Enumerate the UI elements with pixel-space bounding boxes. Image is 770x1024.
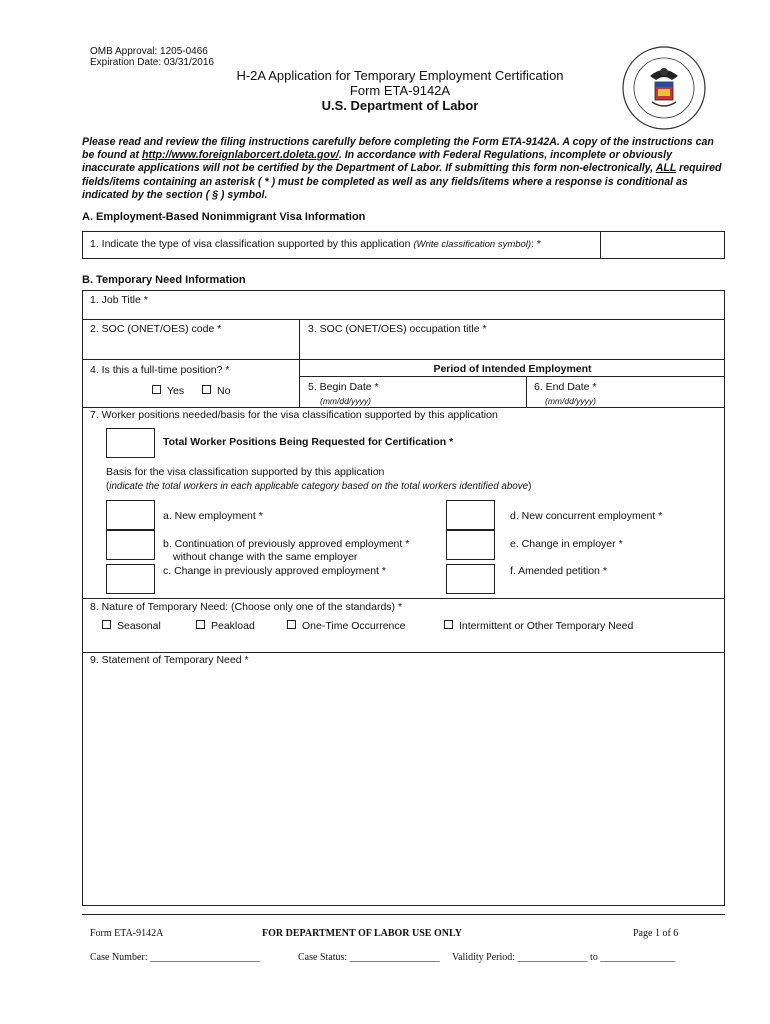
- new-concurrent-field[interactable]: [446, 500, 495, 530]
- soc-title-label: 3. SOC (ONET/OES) occupation title *: [308, 323, 487, 335]
- fulltime-yes-option[interactable]: Yes: [152, 385, 184, 397]
- footer-case-status: Case Status: __________________: [298, 952, 440, 963]
- new-concurrent-label: d. New concurrent employment *: [510, 510, 663, 522]
- soc-code-field[interactable]: [83, 320, 298, 359]
- intermittent-option[interactable]: Intermittent or Other Temporary Need: [444, 620, 633, 632]
- job-title-label: 1. Job Title *: [90, 294, 148, 306]
- footer-form-number: Form ETA-9142A: [90, 928, 164, 939]
- basis-label: Basis for the visa classification supported by this application: [106, 466, 385, 478]
- dol-seal-logo: [622, 46, 706, 130]
- soc-code-label: 2. SOC (ONET/OES) code *: [90, 323, 222, 335]
- continuation-field[interactable]: [106, 530, 155, 560]
- section-a-heading: A. Employment-Based Nonimmigrant Visa Information: [82, 211, 366, 223]
- change-approved-label: c. Change in previously approved employment *: [163, 565, 386, 577]
- end-date-format: (mm/dd/yyyy): [545, 396, 596, 406]
- continuation-label: b. Continuation of previously approved employment *: [163, 538, 410, 550]
- total-workers-field[interactable]: [106, 428, 155, 458]
- nature-label: 8. Nature of Temporary Need: (Choose only one of the standards) *: [90, 601, 403, 613]
- fulltime-no-option[interactable]: No: [202, 385, 230, 397]
- footer-case-number: Case Number: ______________________: [90, 952, 260, 963]
- change-approved-field[interactable]: [106, 564, 155, 594]
- instructions-link[interactable]: http://www.foreignlaborcert.doleta.gov/: [142, 149, 339, 162]
- amended-petition-label: f. Amended petition *: [510, 565, 607, 577]
- begin-date-field[interactable]: [300, 377, 525, 406]
- section-b-heading: B. Temporary Need Information: [82, 274, 246, 286]
- amended-petition-field[interactable]: [446, 564, 495, 594]
- end-date-label: 6. End Date *: [534, 381, 597, 393]
- statement-label: 9. Statement of Temporary Need *: [90, 654, 249, 666]
- continuation-label-cont: without change with the same employer: [173, 551, 358, 563]
- begin-date-label: 5. Begin Date *: [308, 381, 379, 393]
- basis-hint: (indicate the total workers in each applicable category based on the total workers identified above): [106, 481, 532, 492]
- omb-expiration: Expiration Date: 03/31/2016: [90, 57, 214, 68]
- form-number: Form ETA-9142A: [349, 83, 451, 98]
- onetime-option[interactable]: One-Time Occurrence: [287, 620, 405, 632]
- checkbox-icon: [152, 385, 161, 394]
- checkbox-icon: [196, 620, 205, 629]
- total-workers-label: Total Worker Positions Being Requested for Certification *: [163, 436, 454, 448]
- seasonal-option[interactable]: Seasonal: [102, 620, 161, 632]
- omb-approval: OMB Approval: 1205-0466: [90, 46, 208, 57]
- end-date-field[interactable]: [527, 377, 724, 406]
- filing-instructions: Please read and review the filing instructions carefully before completing the Form ETA-9142A. A copy of the instructions can be found at http://www.foreignlaborcert.doleta.gov/. In accordance with Federal Regulations, incomplete or obviously inaccurate applications will not be certified by the Department of Labor. If submitting this form non-electronically, ALL required fields/items containing an asterisk ( * ) must be completed as well as any fields/items where a response is conditional as indicated by the section ( § ) symbol.: [82, 136, 722, 201]
- statement-field[interactable]: [83, 670, 724, 904]
- job-title-field[interactable]: [83, 292, 724, 319]
- soc-title-field[interactable]: [300, 320, 724, 359]
- peakload-option[interactable]: Peakload: [196, 620, 255, 632]
- change-employer-label: e. Change in employer *: [510, 538, 623, 550]
- checkbox-icon: [287, 620, 296, 629]
- visa-classification-label: 1. Indicate the type of visa classification supported by this application (Write classification symbol): *: [90, 238, 541, 250]
- change-employer-field[interactable]: [446, 530, 495, 560]
- period-heading: Period of Intended Employment: [433, 363, 592, 375]
- form-title: H-2A Application for Temporary Employment Certification: [236, 68, 564, 83]
- new-employment-label: a. New employment *: [163, 510, 263, 522]
- checkbox-icon: [202, 385, 211, 394]
- checkbox-icon: [102, 620, 111, 629]
- worker-positions-label: 7. Worker positions needed/basis for the visa classification supported by this application: [90, 409, 498, 421]
- footer-page-number: Page 1 of 6: [633, 928, 679, 939]
- footer-dol-use: FOR DEPARTMENT OF LABOR USE ONLY: [262, 928, 462, 939]
- footer-validity-period: Validity Period: ______________ to _______________: [452, 952, 676, 963]
- begin-date-format: (mm/dd/yyyy): [320, 396, 371, 406]
- fulltime-label: 4. Is this a full-time position? *: [90, 364, 230, 376]
- checkbox-icon: [444, 620, 453, 629]
- department-name: U.S. Department of Labor: [321, 98, 479, 113]
- new-employment-field[interactable]: [106, 500, 155, 530]
